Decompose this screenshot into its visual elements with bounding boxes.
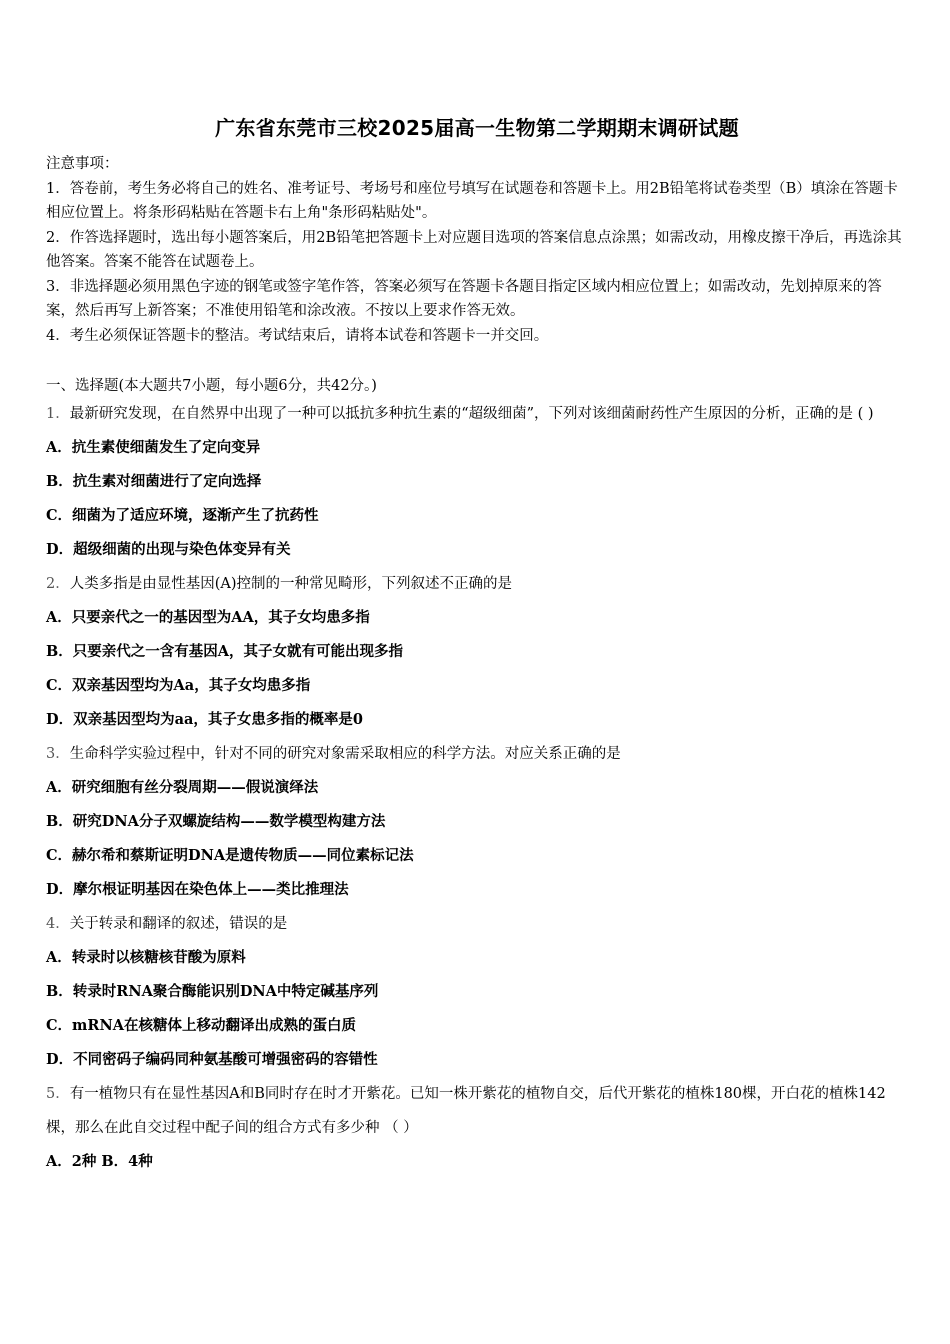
option-row: A．2种 B．4种 [46, 1153, 153, 1170]
question-number: 1． [46, 406, 70, 422]
option-text: 细菌为了适应环境，逐渐产生了抗药性 [72, 507, 319, 524]
option [46, 499, 908, 533]
option-label: A． [46, 609, 72, 626]
question-number: 2． [46, 576, 70, 592]
option-text: 研究DNA分子双螺旋结构——数学模型构建方法 [72, 813, 386, 830]
option-label: B． [46, 473, 73, 490]
option [46, 1043, 908, 1077]
question-text: 生命科学实验过程中，针对不同的研究对象需采取相应的科学方法。对应关系正确的是 [69, 746, 621, 762]
option-label: B． [46, 983, 73, 1000]
option-label: D． [46, 711, 74, 728]
question-text: 人类多指是由显性基因(A)控制的一种常见畸形，下列叙述不正确的是 [69, 576, 513, 592]
option-text: 转录时RNA聚合酶能识别DNA中特定碱基序列 [72, 983, 379, 1000]
option-label: A． [46, 439, 72, 456]
question-stem [46, 1077, 908, 1145]
question-stem [46, 397, 908, 431]
option [46, 669, 908, 703]
note-item: 4．考生必须保证答题卡的整洁。考试结束后，请将本试卷和答题卡一并交回。 [46, 327, 549, 344]
option-label: B． [46, 643, 73, 660]
option-text: 抗生素使细菌发生了定向变异 [71, 439, 261, 456]
questions-list [46, 397, 908, 1179]
option [46, 941, 908, 975]
option [46, 601, 908, 635]
option-label: B． [46, 813, 73, 830]
option-text: mRNA在核糖体上移动翻译出成熟的蛋白质 [72, 1017, 356, 1034]
option-text: 不同密码子编码同种氨基酸可增强密码的容错性 [73, 1051, 378, 1068]
option [46, 533, 908, 567]
option-text: 只要亲代之一含有基因A，其子女就有可能出现多指 [72, 643, 404, 660]
option [46, 873, 908, 907]
option [46, 703, 908, 737]
option-label: C． [46, 677, 73, 694]
option [46, 635, 908, 669]
notes-heading: 注意事项： [46, 156, 119, 172]
option-label: A． [46, 949, 72, 966]
question-stem [46, 737, 908, 771]
question-text: 关于转录和翻译的叙述，错误的是 [69, 916, 288, 932]
option [46, 771, 908, 805]
question-text: 最新研究发现，在自然界中出现了一种可以抵抗多种抗生素的“超级细菌”，下列对该细菌耐药性产生原因的分析，正确的是 ( ) [69, 406, 874, 422]
option [46, 805, 908, 839]
question-number: 4． [46, 916, 70, 932]
question-stem [46, 567, 908, 601]
option-text: 赫尔希和蔡斯证明DNA是遗传物质——同位素标记法 [72, 847, 414, 864]
option-text: 超级细菌的出现与染色体变异有关 [73, 541, 291, 558]
option [46, 1009, 908, 1043]
option-label: C． [46, 1017, 73, 1034]
note-item: 1．答卷前，考生务必将自己的姓名、准考证号、考场号和座位号填写在试题卷和答题卡上。用2B铅笔将试卷类型（B）填涂在答题卡相应位置上。将条形码粘贴在答题卡右上角"条形码粘贴处"。 [46, 180, 898, 221]
option-text: 转录时以核糖核苷酸为原料 [71, 949, 246, 966]
option-label: C． [46, 847, 73, 864]
notes-block [46, 152, 908, 348]
question-text: 有一植物只有在显性基因A和B同时存在时才开紫花。已知一株开紫花的植物自交，后代开紫花的植株180棵，开白花的植株142棵，那么在此自交过程中配子间的组合方式有多少种 （ ） [46, 1086, 886, 1136]
option-label: D． [46, 881, 74, 898]
option [46, 839, 908, 873]
option-label: D． [46, 1051, 74, 1068]
option-label: C． [46, 507, 73, 524]
option-text: 只要亲代之一的基因型为AA，其子女均患多指 [71, 609, 370, 626]
note-item: 3．非选择题必须用黑色字迹的钢笔或签字笔作答，答案必须写在答题卡各题目指定区域内相应位置上；如需改动，先划掉原来的答案，然后再写上新答案；不准使用铅笔和涂改液。不按以上要求作答无效。 [46, 278, 882, 319]
option [46, 465, 908, 499]
option-text: 摩尔根证明基因在染色体上——类比推理法 [73, 881, 349, 898]
option-label: A． [46, 779, 72, 796]
note-item: 2．作答选择题时，选出每小题答案后，用2B铅笔把答题卡上对应题目选项的答案信息点涂黑；如需改动，用橡皮擦干净后，再选涂其他答案。答案不能答在试题卷上。 [46, 229, 902, 270]
question-number: 5． [46, 1086, 70, 1102]
question-number: 3． [46, 746, 70, 762]
exam-title: 广东省东莞市三校2025届高一生物第二学期期末调研试题 [215, 116, 739, 140]
option-text: 双亲基因型均为Aa，其子女均患多指 [72, 677, 311, 694]
option [46, 431, 908, 465]
option-text: 研究细胞有丝分裂周期——假说演绎法 [71, 779, 319, 796]
option-text: 双亲基因型均为aa，其子女患多指的概率是0 [73, 711, 363, 728]
section-heading: 一、选择题(本大题共7小题，每小题6分，共42分。) [46, 378, 377, 394]
question-stem [46, 907, 908, 941]
option [46, 975, 908, 1009]
option-label: D． [46, 541, 74, 558]
option-text: 抗生素对细菌进行了定向选择 [72, 473, 262, 490]
